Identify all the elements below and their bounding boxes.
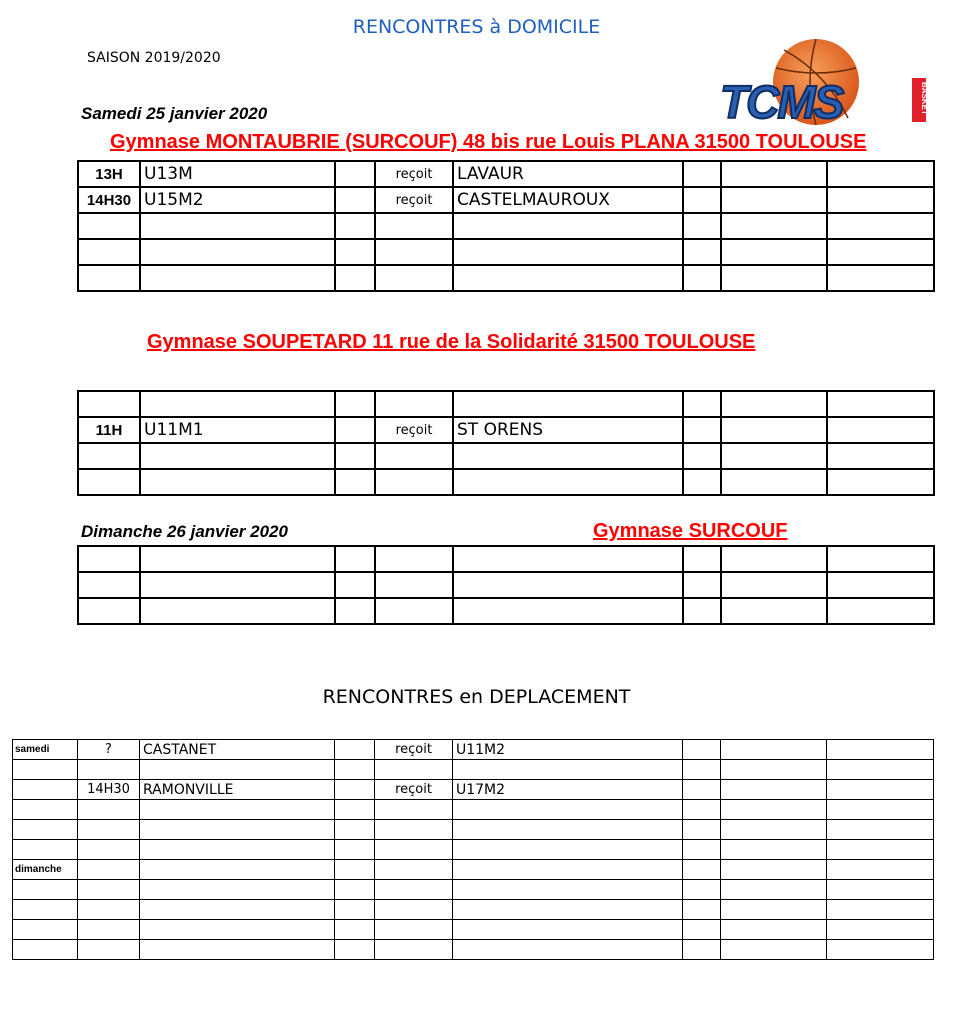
table-cell: [140, 840, 335, 860]
table-cell: [827, 161, 934, 187]
table-cell: [140, 880, 335, 900]
tcms-logo-graphic: [716, 38, 931, 130]
table-cell: [721, 443, 827, 469]
table-cell: [335, 598, 375, 624]
table-cell: [683, 417, 721, 443]
table-cell: [335, 800, 375, 820]
date-sunday: Dimanche 26 janvier 2020: [81, 522, 288, 541]
table-cell: [78, 239, 140, 265]
table-cell: [453, 213, 683, 239]
table-cell: [827, 760, 934, 780]
table-cell: [683, 800, 721, 820]
table-cell: [375, 598, 453, 624]
table-cell: [721, 265, 827, 291]
table-cell: [78, 880, 140, 900]
table-cell: [453, 880, 683, 900]
table-cell: [453, 860, 683, 880]
table-cell: [375, 900, 453, 920]
table-cell: [335, 187, 375, 213]
table-row: [13, 860, 934, 880]
tcms-logo: [716, 38, 931, 130]
table-row: [78, 239, 934, 265]
table-cell: [335, 265, 375, 291]
table-cell: [335, 740, 375, 760]
table-cell: [721, 760, 827, 780]
table-cell: [721, 800, 827, 820]
table-cell: [683, 265, 721, 291]
table-cell: [683, 239, 721, 265]
home-table-surcouf: [77, 545, 935, 625]
table-cell: [375, 443, 453, 469]
table-cell: [683, 780, 721, 800]
table-cell: [721, 572, 827, 598]
table-cell: [335, 940, 375, 960]
table-cell: [335, 469, 375, 495]
table-cell: [335, 161, 375, 187]
table-row: [78, 469, 934, 495]
table-cell: 11H: [78, 417, 140, 443]
table-cell: [335, 417, 375, 443]
table-cell: [721, 880, 827, 900]
table-cell: [827, 239, 934, 265]
table-cell: [453, 239, 683, 265]
table-cell: [721, 920, 827, 940]
venue-surcouf: Gymnase SURCOUF: [593, 520, 788, 542]
table-cell: [140, 940, 335, 960]
table-cell: [683, 443, 721, 469]
table-row: [78, 598, 934, 624]
table-cell: [453, 391, 683, 417]
table-cell: [140, 213, 335, 239]
table-cell: [335, 572, 375, 598]
table-cell: RAMONVILLE: [140, 780, 335, 800]
table-row: [78, 161, 934, 187]
table-cell: reçoit: [375, 187, 453, 213]
table-cell: [683, 740, 721, 760]
table-cell: U17M2: [453, 780, 683, 800]
table-row: [13, 880, 934, 900]
table-cell: [78, 860, 140, 880]
table-cell: [13, 780, 78, 800]
table-cell: reçoit: [375, 161, 453, 187]
table-cell: U11M2: [453, 740, 683, 760]
table-cell: [453, 920, 683, 940]
table-cell: [140, 469, 335, 495]
table-cell: [721, 940, 827, 960]
table-cell: [13, 800, 78, 820]
table-cell: [827, 265, 934, 291]
table-cell: [721, 546, 827, 572]
table-cell: [13, 880, 78, 900]
table-cell: [827, 860, 934, 880]
table-row: [78, 213, 934, 239]
table-cell: [827, 598, 934, 624]
home-table-soupetard: [77, 390, 935, 496]
table-cell: [375, 239, 453, 265]
season-label: SAISON 2019/2020: [87, 50, 221, 66]
venue-montaubrie: Gymnase MONTAUBRIE (SURCOUF) 48 bis rue Louis PLANA 31500 TOULOUSE: [110, 131, 867, 153]
table-cell: [721, 820, 827, 840]
table-cell: [683, 920, 721, 940]
table-cell: [335, 860, 375, 880]
page-title: RENCONTRES à DOMICILE: [352, 16, 601, 38]
table-cell: [335, 880, 375, 900]
table-cell: [375, 920, 453, 940]
table-cell: [140, 860, 335, 880]
table-cell: [78, 213, 140, 239]
table-row: [13, 760, 934, 780]
table-cell: [721, 187, 827, 213]
table-cell: [140, 572, 335, 598]
table-cell: [721, 213, 827, 239]
away-title: RENCONTRES en DEPLACEMENT: [322, 686, 631, 708]
table-cell: [13, 840, 78, 860]
table-cell: [827, 391, 934, 417]
table-cell: [335, 820, 375, 840]
table-cell: [13, 940, 78, 960]
logo-badge-text: BASKET: [920, 82, 929, 115]
table-cell: [453, 840, 683, 860]
table-cell: [335, 443, 375, 469]
table-cell: [721, 239, 827, 265]
table-cell: [375, 940, 453, 960]
table-cell: [827, 546, 934, 572]
table-cell: [827, 880, 934, 900]
table-cell: [683, 880, 721, 900]
table-cell: [453, 820, 683, 840]
table-cell: [827, 187, 934, 213]
table-cell: [335, 239, 375, 265]
table-cell: [78, 900, 140, 920]
table-cell: [13, 820, 78, 840]
table-cell: [827, 213, 934, 239]
table-cell: [375, 820, 453, 840]
table-cell: [78, 920, 140, 940]
table-cell: CASTELMAUROUX: [453, 187, 683, 213]
table-cell: [375, 800, 453, 820]
table-cell: [827, 740, 934, 760]
away-table: [12, 739, 934, 960]
table-cell: [453, 598, 683, 624]
table-cell: [721, 391, 827, 417]
table-cell: [683, 840, 721, 860]
table-row: [13, 740, 934, 760]
table-cell: [140, 391, 335, 417]
table-cell: [683, 940, 721, 960]
table-cell: [78, 265, 140, 291]
table-cell: [827, 840, 934, 860]
table-cell: [683, 572, 721, 598]
table-cell: [453, 900, 683, 920]
table-cell: [13, 920, 78, 940]
table-cell: [140, 265, 335, 291]
table-cell: [335, 760, 375, 780]
table-cell: [140, 920, 335, 940]
venue-soupetard: Gymnase SOUPETARD 11 rue de la Solidarité 31500 TOULOUSE: [147, 331, 756, 353]
table-cell: [13, 900, 78, 920]
table-cell: [453, 265, 683, 291]
table-cell: [375, 860, 453, 880]
table-cell: reçoit: [375, 417, 453, 443]
table-cell: [721, 161, 827, 187]
table-cell: [375, 265, 453, 291]
table-cell: [140, 800, 335, 820]
table-cell: [827, 780, 934, 800]
table-row: [78, 265, 934, 291]
table-cell: [78, 760, 140, 780]
table-cell: [375, 840, 453, 860]
table-cell: [683, 860, 721, 880]
table-cell: [827, 900, 934, 920]
date-saturday: Samedi 25 janvier 2020: [81, 104, 268, 123]
table-cell: [335, 213, 375, 239]
table-cell: [335, 840, 375, 860]
table-row: [78, 572, 934, 598]
table-cell: [683, 469, 721, 495]
table-cell: reçoit: [375, 780, 453, 800]
table-cell: [721, 840, 827, 860]
table-cell: [335, 900, 375, 920]
table-cell: U13M: [140, 161, 335, 187]
table-cell: [140, 598, 335, 624]
table-cell: [375, 469, 453, 495]
table-cell: [453, 760, 683, 780]
table-row: [13, 800, 934, 820]
table-cell: [78, 800, 140, 820]
table-cell: [78, 469, 140, 495]
table-cell: [683, 760, 721, 780]
table-cell: [140, 760, 335, 780]
table-cell: [683, 213, 721, 239]
table-cell: [453, 940, 683, 960]
table-cell: [827, 469, 934, 495]
table-cell: [453, 572, 683, 598]
table-cell: 14H30: [78, 780, 140, 800]
table-cell: [375, 572, 453, 598]
table-cell: [78, 840, 140, 860]
table-cell: [721, 598, 827, 624]
table-cell: [721, 860, 827, 880]
table-cell: [140, 820, 335, 840]
table-cell: [78, 820, 140, 840]
table-row: [13, 900, 934, 920]
table-cell: [453, 443, 683, 469]
table-row: [13, 940, 934, 960]
table-cell: [375, 391, 453, 417]
table-cell: [453, 546, 683, 572]
table-cell: [335, 920, 375, 940]
table-cell: dimanche: [13, 860, 78, 880]
table-cell: [78, 940, 140, 960]
table-cell: [827, 820, 934, 840]
table-cell: [721, 469, 827, 495]
table-row: [78, 546, 934, 572]
table-cell: [683, 391, 721, 417]
table-row: [78, 391, 934, 417]
table-cell: [335, 780, 375, 800]
table-cell: [375, 213, 453, 239]
table-cell: [335, 391, 375, 417]
table-cell: [78, 443, 140, 469]
table-cell: [140, 443, 335, 469]
table-cell: CASTANET: [140, 740, 335, 760]
table-cell: [140, 900, 335, 920]
table-cell: [375, 546, 453, 572]
table-cell: [827, 572, 934, 598]
table-row: [13, 920, 934, 940]
table-row: [13, 780, 934, 800]
table-cell: [683, 546, 721, 572]
logo-text: TCMS: [720, 76, 843, 128]
table-cell: [827, 417, 934, 443]
table-cell: [453, 469, 683, 495]
table-cell: samedi: [13, 740, 78, 760]
table-cell: [827, 800, 934, 820]
table-cell: U15M2: [140, 187, 335, 213]
table-cell: [721, 740, 827, 760]
table-row: [13, 820, 934, 840]
table-cell: ST ORENS: [453, 417, 683, 443]
table-cell: [683, 900, 721, 920]
table-cell: [683, 161, 721, 187]
table-cell: [13, 760, 78, 780]
table-cell: [721, 900, 827, 920]
table-cell: 14H30: [78, 187, 140, 213]
table-cell: [78, 598, 140, 624]
table-cell: [453, 800, 683, 820]
table-cell: [683, 598, 721, 624]
table-row: [13, 840, 934, 860]
table-row: [78, 443, 934, 469]
table-cell: U11M1: [140, 417, 335, 443]
table-cell: [721, 417, 827, 443]
table-cell: [683, 187, 721, 213]
table-cell: [335, 546, 375, 572]
table-row: [78, 417, 934, 443]
table-cell: [827, 443, 934, 469]
table-cell: [78, 391, 140, 417]
table-cell: ?: [78, 740, 140, 760]
table-cell: [140, 239, 335, 265]
table-cell: reçoit: [375, 740, 453, 760]
table-cell: LAVAUR: [453, 161, 683, 187]
table-cell: [375, 880, 453, 900]
table-row: [78, 187, 934, 213]
table-cell: [827, 940, 934, 960]
table-cell: [721, 780, 827, 800]
table-cell: [140, 546, 335, 572]
table-cell: [375, 760, 453, 780]
table-cell: [78, 546, 140, 572]
table-cell: 13H: [78, 161, 140, 187]
table-cell: [683, 820, 721, 840]
table-cell: [78, 572, 140, 598]
home-table-montaubrie: [77, 160, 935, 292]
table-cell: [827, 920, 934, 940]
